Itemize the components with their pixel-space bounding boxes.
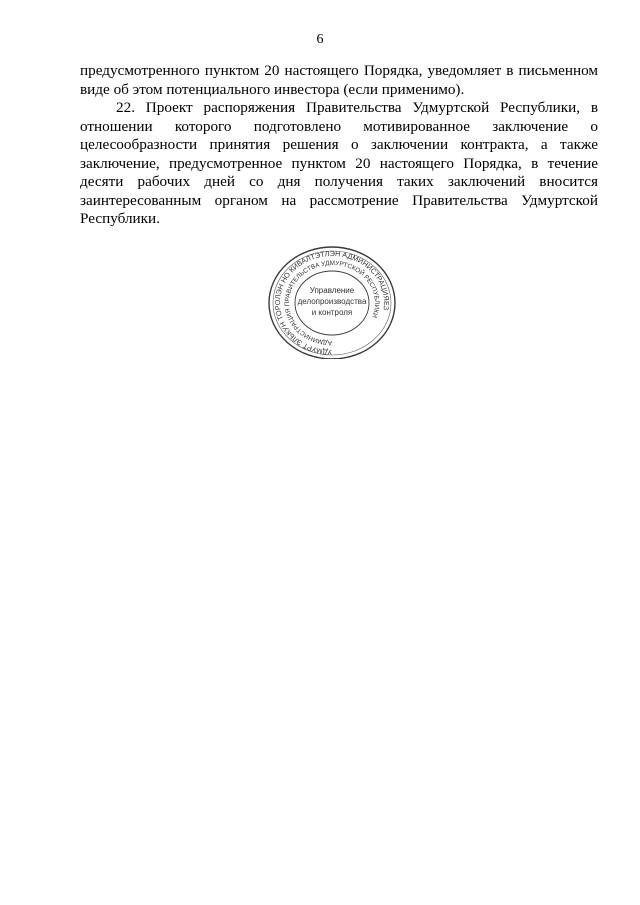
document-body [80, 62, 598, 229]
seal-center-line-1: Управление [309, 286, 355, 295]
seal-center-line-3: и контроля [311, 308, 353, 317]
official-seal [263, 243, 401, 359]
seal-center-line-2: делопроизводства [297, 297, 367, 306]
seal-inner-ring-text: АДМИНИСТРАЦИЯ ПРАВИТЕЛЬСТВА УДМУРТСКОЙ РЕСПУБЛИКИ [283, 259, 381, 347]
seal-outer-ring-text: УДМУРТ ЭЛЬКУН ТОРОЛЭН НО КИВАЛТЭТЛЭН АДМИНИСТРАЦИЯЕЗ [272, 248, 392, 358]
paragraph-continuation: предусмотренного пунктом 20 настоящего Порядка, уведомляет в письменном виде об этом потенциального инвестора (если применимо). [80, 62, 598, 98]
seal-graphic [263, 243, 401, 359]
paragraph-22: 22. Проект распоряжения Правительства Удмуртской Республики, в отношении которого подготовлено мотивированное заключение о целесообразности принятия решения о заключении контракта, а также заключение, предусмотренное пунктом 20 настоящего Порядка, в течение десяти рабочих дней со дня получения таких заключений вносится заинтересованным органом на рассмотрение Правительства Удмуртской Республики. [80, 99, 598, 227]
page-number: 6 [316, 32, 324, 47]
